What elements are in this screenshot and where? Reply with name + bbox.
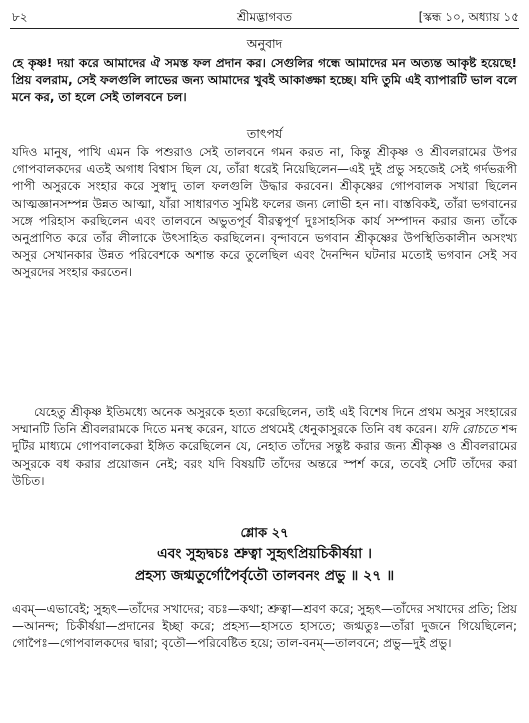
page-header [10, 6, 519, 29]
purport-paragraph-2-start: যেহেতু শ্রীকৃষ্ণ ইতিমধ্যে অনেক অসুরকে হত্যা করেছিলেন, তাই এই বিশেষ দিনে প্রথম অসুর সংহারের সম্মানটি তিনি শ্রীবলরামকে দিতে মনস্থ করেন, যাতে প্রথমেই ধেনুকাসুরকে তিনি বধ করেন। [12, 405, 517, 437]
page-number: ৮২ [12, 10, 28, 24]
verse-line-1: এবং সুহৃদ্বচঃ শ্রুত্বা সুহৃৎপ্রিয়চিকীর্ষয়া । [156, 546, 373, 562]
purport-paragraph-2 [12, 404, 517, 490]
translation-heading: অনুবাদ [246, 36, 283, 51]
verse-line-2: প্রহস্য জগ্মতুর্গোপৈর্বৃতৌ তালবনং প্রভু ॥ ২৭ ॥ [134, 568, 395, 584]
purport-heading: তাৎপর্য [246, 126, 283, 141]
purport-italic-phrase: যদি রোচতে [441, 422, 498, 437]
translation-text: হে কৃষ্ণ! দয়া করে আমাদের ঐ সমস্ত ফল প্রদান কর। সেগুলির গন্ধে আমাদের মন অত্যন্ত আকৃষ্ট হয়েছে! প্রিয় বলরাম, সেই ফলগুলি লাভের জন্য আমাদের খুবই আকাঙ্ক্ষা হচ্ছে। যদি তুমি এই ব্যাপারটি ভাল বলে মনে কর, তা হলে সেই তালবনে চল। [12, 56, 517, 105]
verse-heading: শ্লোক ২৭ [240, 526, 289, 541]
purport-paragraph-2-end: শব্দ দুটির মাধ্যমে গোপবালকেরা ইঙ্গিত করেছিলেন যে, নেহাত তাঁদের সন্তুষ্ট করার জন্য শ্রীকৃষ্ণ ও শ্রীবলরামের অসুরকে বধ করার প্রয়োজন নেই; বরং যদি বিষয়টি তাঁদের অন্তরে স্পর্শ করে, তবেই সেটি তাঁদের করা উচিত। [12, 422, 518, 488]
purport-paragraph-1: যদিও মানুষ, পাখি এমন কি পশুরাও সেই তালবনে গমন করত না, কিন্তু শ্রীকৃষ্ণ ও শ্রীবলরামের উপর গোপবালকদের এতই অগাধ বিশ্বাস ছিল যে, তাঁরা ধরেই নিয়েছিলেন—এই দুই প্রভু সহজেই সেই গর্দভরূপী পাপী অসুরকে সংহার করে সুস্বাদু তাল ফলগুলি উদ্ধার করবেন। শ্রীকৃষ্ণের গোপবালক সখারা ছিলেন আত্মজ্ঞানসম্পন্ন উন্নত আত্মা, যাঁরা সাধারণত সুমিষ্ট ফলের জন্য লোভী হন না। বাস্তবিকই, তাঁরা ভগবানের সঙ্গে পরিহাস করছিলেন এবং তালবনে অভুতপূর্ব বীরত্বপূর্ণ দুঃসাহসিক কার্য সম্পাদন করার জন্য তাঁকে অনুপ্রাণিত করে তাঁর লীলাকে উৎসাহিত করছিলেন। বৃন্দাবনে ভগবান শ্রীকৃষ্ণের উপস্থিতিকালীন অসংখ্য অসুর সেখানকার উন্নত পরিবেশকে অশান্ত করে তুলেছিল এবং দৈনন্দিন ঘটনার মতোই ভগবান সেই সব অসুরদের সংহার করতেন। [12, 145, 517, 280]
chapter-reference: [স্কন্ধ ১০, অধ্যায় ১৫ [418, 10, 519, 24]
synonyms-text: এবম্—এভাবেই; সুহৃৎ—তাঁদের সখাদের; বচঃ—কথা; শ্রুত্বা—শ্রবণ করে; সুহৃৎ—তাঁদের সখাদের প্রতি; প্রিয়—আনন্দ; চিকীর্ষয়া—প্রদানের ইচ্ছা করে; প্রহস্য—হাসতে হাসতে; জগ্মতুঃ—তাঁরা দুজনে গিয়েছিলেন; গোপৈঃ—গোপবালকদের দ্বারা; বৃতৌ—পরিবেষ্টিত হয়ে; তাল-বনম্—তালবনে; প্রভু—দুই প্রভু। [12, 602, 517, 651]
book-title: শ্রীমদ্ভাগবত [236, 10, 292, 24]
